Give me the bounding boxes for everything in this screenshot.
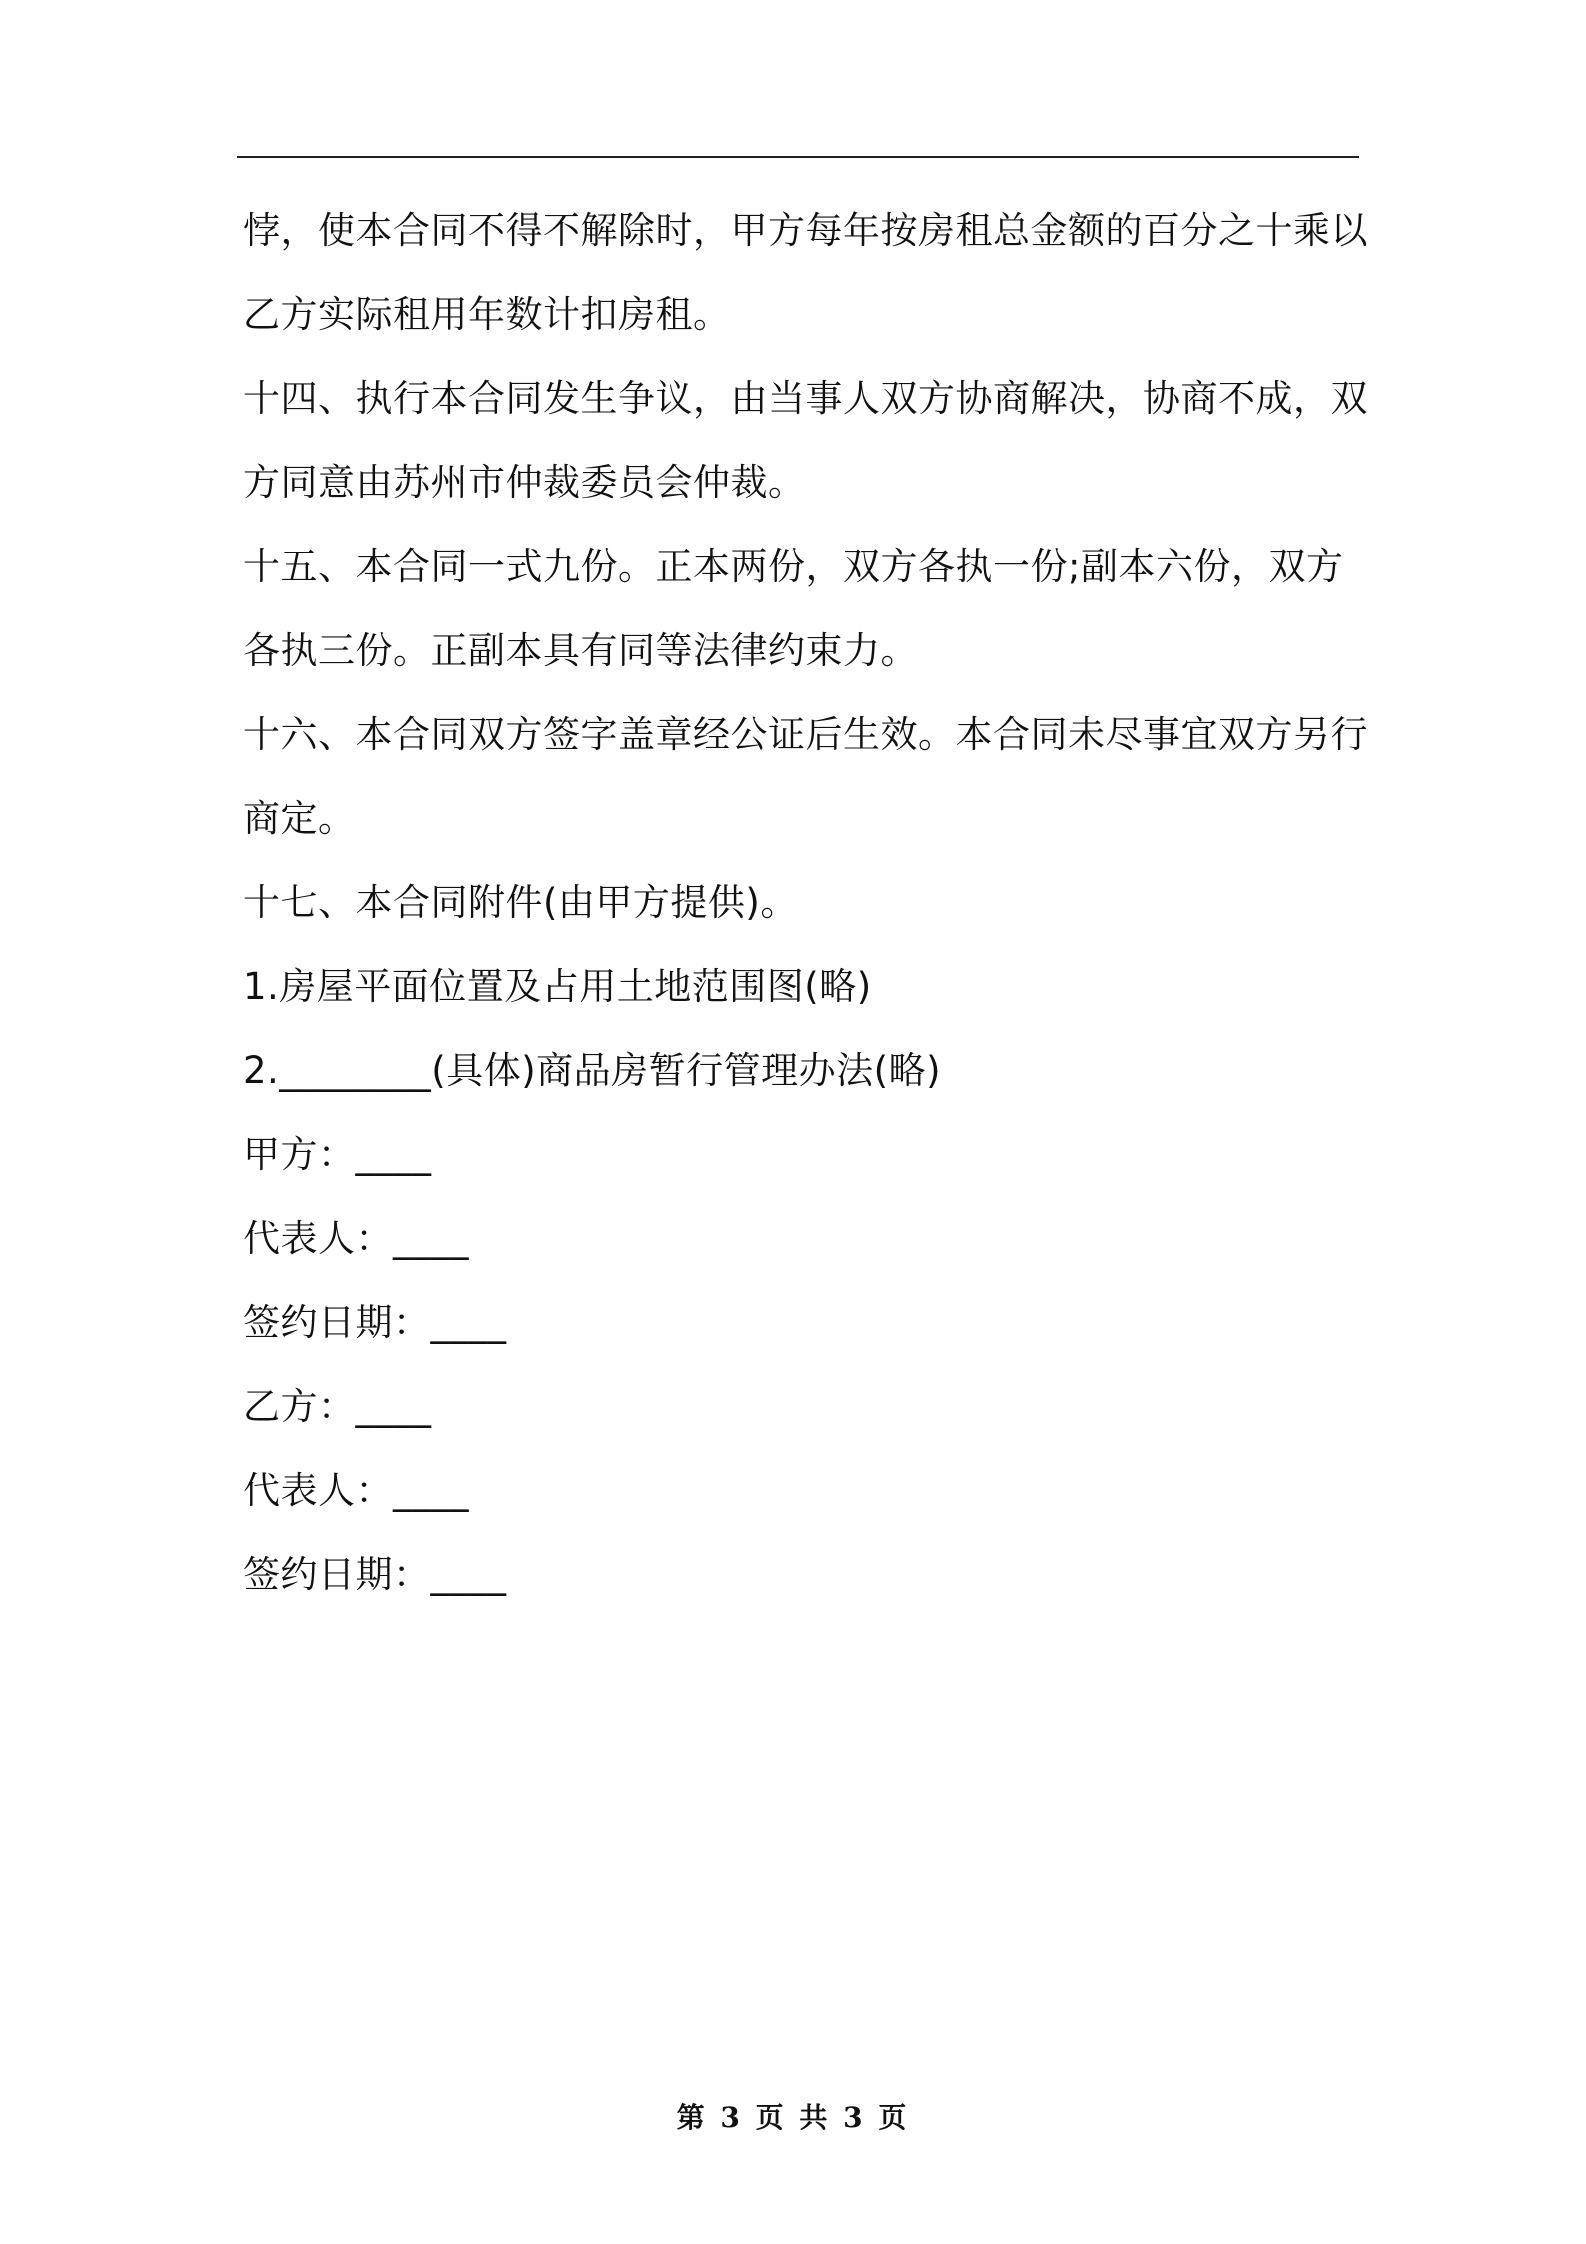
text-line: 商定。	[243, 797, 356, 840]
party-b-signature: 乙方：____	[243, 1385, 432, 1428]
party-b-sign-date: 签约日期：____	[243, 1553, 507, 1596]
clause-15: 十五、本合同一式九份。正本两份，双方各执一份;副本六份，双方	[243, 545, 1344, 588]
page-number-footer: 第 3 页 共 3 页	[676, 2101, 910, 2134]
document-body	[243, 196, 1368, 1624]
clause-16: 十六、本合同双方签字盖章经公证后生效。本合同未尽事宜双方另行	[243, 713, 1368, 756]
party-b-representative: 代表人：____	[243, 1469, 469, 1512]
party-a-representative: 代表人：____	[243, 1217, 469, 1260]
party-a-signature: 甲方：____	[243, 1133, 432, 1176]
clause-17: 十七、本合同附件(由甲方提供)。	[243, 881, 798, 924]
attachment-1: 1.房屋平面位置及占用土地范围图(略)	[243, 965, 872, 1008]
text-line: 各执三份。正副本具有同等法律约束力。	[243, 629, 918, 672]
text-line: 方同意由苏州市仲裁委员会仲裁。	[243, 461, 806, 504]
header-rule	[237, 156, 1359, 158]
text-line: 悖，使本合同不得不解除时，甲方每年按房租总金额的百分之十乘以	[243, 209, 1368, 252]
clause-14: 十四、执行本合同发生争议，由当事人双方协商解决，协商不成，双	[243, 377, 1368, 420]
party-a-sign-date: 签约日期：____	[243, 1301, 507, 1344]
text-line: 乙方实际租用年数计扣房租。	[243, 293, 731, 336]
attachment-2: 2.________(具体)商品房暂行管理办法(略)	[243, 1049, 942, 1092]
